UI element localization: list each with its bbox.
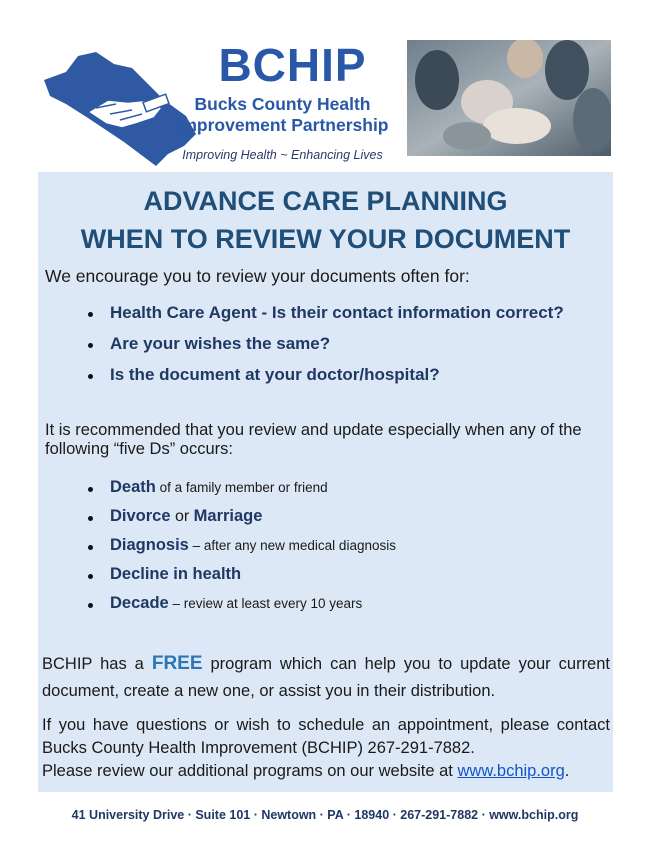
five-ds-term: Diagnosis bbox=[110, 536, 189, 554]
review-item: Are your wishes the same? bbox=[88, 334, 608, 365]
five-ds-term: Death bbox=[110, 478, 156, 496]
five-ds-detail: – after any new medical diagnosis bbox=[188, 538, 396, 553]
five-ds-item bbox=[88, 565, 608, 594]
free-highlight: FREE bbox=[151, 653, 203, 674]
bullet-icon bbox=[88, 487, 93, 492]
recommendation-text: It is recommended that you review and update especially when any of the following “five Ds” occurs: bbox=[45, 421, 582, 458]
bullet-icon bbox=[88, 603, 93, 608]
five-ds-list bbox=[88, 478, 608, 623]
review-list bbox=[88, 303, 608, 396]
org-name-line1: Bucks County Health bbox=[194, 94, 371, 114]
bullet-icon bbox=[88, 516, 93, 521]
website-line: Please review our additional programs on our website at www.bchip.org. bbox=[42, 762, 570, 780]
letterhead bbox=[0, 0, 650, 168]
bullet-icon bbox=[88, 545, 93, 550]
review-item: Is the document at your doctor/hospital? bbox=[88, 365, 608, 396]
org-full-name bbox=[160, 94, 405, 136]
five-ds-item bbox=[88, 507, 608, 536]
five-ds-term: Marriage bbox=[193, 507, 263, 525]
five-ds-detail: of a family member or friend bbox=[155, 480, 328, 495]
contact-paragraph bbox=[42, 714, 610, 783]
five-ds-connector: or bbox=[170, 508, 194, 525]
contact-line: If you have questions or wish to schedule an appointment, please contact Bucks County Health Improvement (BCHIP) 267-291-7882. bbox=[42, 716, 610, 757]
five-ds-item bbox=[88, 478, 608, 507]
bullet-icon bbox=[88, 574, 93, 579]
page-title-line2: WHEN TO REVIEW YOUR DOCUMENT bbox=[80, 224, 571, 254]
five-ds-item bbox=[88, 594, 608, 623]
review-item: Health Care Agent - Is their contact information correct? bbox=[88, 303, 608, 334]
footer-address: 41 University Drive · Suite 101 · Newtown · PA · 18940 · 267-291-7882 · www.bchip.org bbox=[71, 808, 579, 822]
bullet-icon bbox=[88, 343, 93, 348]
bullet-icon bbox=[88, 312, 93, 317]
five-ds-detail: – review at least every 10 years bbox=[168, 596, 363, 611]
page-title-line1: ADVANCE CARE PLANNING bbox=[143, 186, 508, 216]
five-ds-item bbox=[88, 536, 608, 565]
bullet-icon bbox=[88, 374, 93, 379]
tagline: Improving Health ~ Enhancing Lives bbox=[182, 148, 383, 162]
people-group-photo bbox=[407, 40, 611, 156]
program-paragraph: BCHIP has a FREE program which can help you to update your current document, create a new one, or assist you in their distribution. bbox=[42, 653, 610, 700]
five-ds-term: Decline in health bbox=[110, 565, 242, 583]
org-abbrev: BCHIP bbox=[218, 39, 367, 91]
org-name-line2: Improvement Partnership bbox=[176, 115, 389, 135]
website-link[interactable]: www.bchip.org bbox=[457, 762, 565, 780]
intro-text: We encourage you to review your documents often for: bbox=[45, 266, 470, 286]
five-ds-term: Decade bbox=[110, 594, 169, 612]
five-ds-term: Divorce bbox=[110, 507, 171, 525]
